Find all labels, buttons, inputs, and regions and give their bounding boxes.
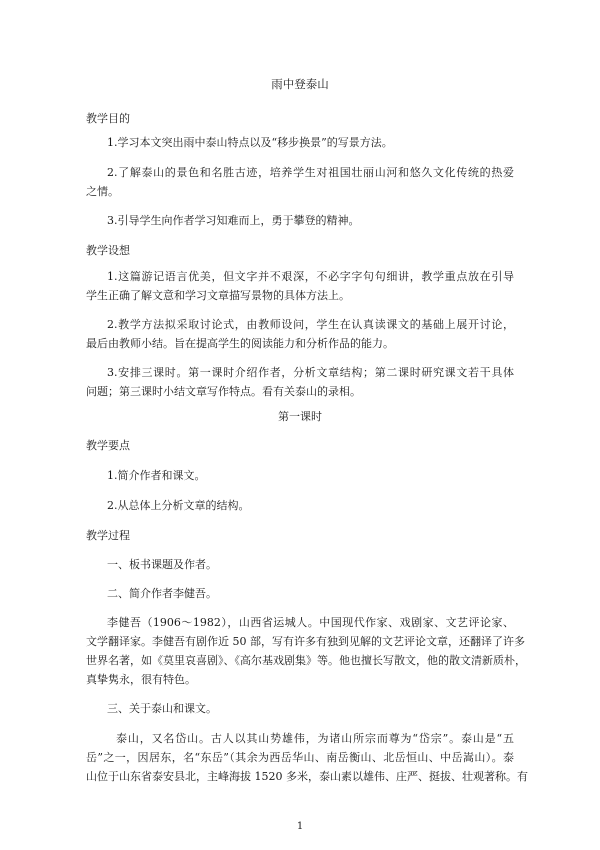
design-1-line-2: 学生正确了解文意和学习文章描写景物的具体方法上。 [86, 289, 350, 302]
design-1-line-1: 1.这篇游记语言优美，但文字并不艰深，不必字字句句细讲，教学重点放在引导 [107, 270, 514, 283]
process-step-1: 一、板书课题及作者。 [107, 558, 217, 571]
keypoint-1: 1.简介作者和课文。 [107, 469, 206, 482]
keypoints-heading: 教学要点 [86, 439, 130, 452]
design-heading: 教学设想 [86, 244, 130, 257]
objective-3: 3.引导学生向作者学习知难而上，勇于攀登的精神。 [107, 214, 360, 227]
keypoint-2: 2.从总体上分析文章的结构。 [107, 499, 250, 512]
design-3-line-1: 3.安排三课时。第一课时介绍作者，分析文章结构；第二课时研究课文若干具体 [107, 366, 514, 379]
taishan-heading: 三、关于泰山和课文。 [107, 702, 217, 715]
objectives-heading: 教学目的 [86, 112, 130, 125]
design-2-line-1: 2.教学方法拟采取讨论式，由教师设问，学生在认真读课文的基础上展开讨论， [107, 318, 514, 331]
taishan-paragraph-line-3: 山位于山东省泰安县北，主峰海拔 1520 多米，泰山素以雄伟、庄严、挺拔、壮观著称。有 [86, 770, 528, 783]
document-title: 雨中登泰山 [271, 77, 329, 91]
taishan-paragraph-line-1: 泰山，又名岱山。古人以其山势雄伟，为诸山所宗而尊为“岱宗”。泰山是“五 [116, 732, 514, 745]
objective-1: 1.学习本文突出雨中泰山特点以及“移步换景”的写景方法。 [107, 136, 393, 149]
page-number: 1 [296, 821, 304, 832]
author-paragraph-line-2: 文学翻译家。李健吾有剧作近 50 部，写有许多有独到见解的文艺评论文章，还翻译了许多 [86, 635, 525, 648]
author-paragraph-line-3: 世界名著，如《莫里哀喜剧》、《高尔基戏剧集》等。他也擅长写散文，他的散文清新质朴， [86, 654, 526, 667]
process-step-2: 二、简介作者李健吾。 [107, 587, 217, 600]
objective-2-line-1: 2.了解泰山的景色和名胜古迹，培养学生对祖国壮丽山河和悠久文化传统的热爱 [107, 166, 514, 179]
author-paragraph-line-1: 李健吾（1906～1982），山西省运城人。中国现代作家、戏剧家、文艺评论家、 [107, 616, 514, 629]
taishan-paragraph-line-2: 岳”之一，因居东，名“东岳”（其余为西岳华山、南岳衡山、北岳恒山、中岳嵩山）。泰 [86, 751, 514, 764]
lesson-title: 第一课时 [278, 410, 322, 423]
process-heading: 教学过程 [86, 529, 130, 542]
objective-2-line-2: 之情。 [86, 185, 119, 198]
author-paragraph-line-4: 真挚隽永，很有特色。 [86, 673, 196, 686]
design-3-line-2: 问题；第三课时小结文章写作特点。看有关泰山的录相。 [86, 385, 361, 398]
design-2-line-2: 最后由教师小结。旨在提高学生的阅读能力和分析作品的能力。 [86, 337, 394, 350]
